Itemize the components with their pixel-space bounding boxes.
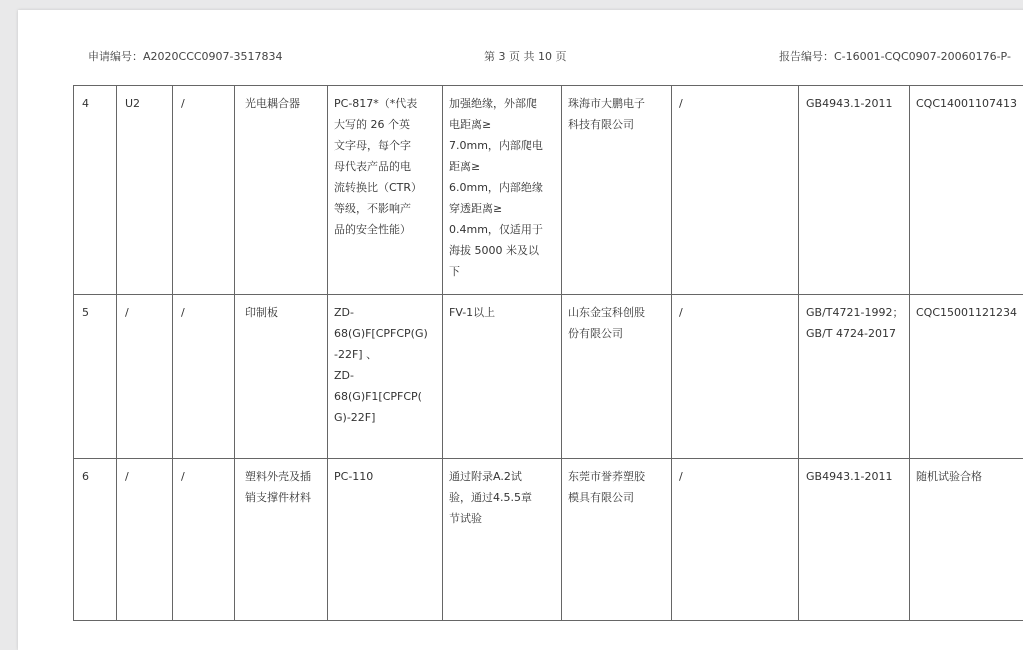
page-indicator: 第 3 页 共 10 页 xyxy=(484,50,567,63)
cell-specification: 通过附录A.2试 验，通过4.5.5章 节试验 xyxy=(449,470,532,525)
cell-model: ZD- 68(G)F[CPFCP(G) -22F] 、 ZD- 68(G)F1[CPFCP( G)-22F] xyxy=(334,306,428,424)
cell-manufacturer: 珠海市大鹏电子 科技有限公司 xyxy=(568,97,645,131)
cell-placeholder: / xyxy=(679,97,683,110)
application-number: 申请编号：A2020CCC0907-3517834 xyxy=(88,50,283,63)
cell-component-name: 塑料外壳及插 销支撑件材料 xyxy=(245,470,311,504)
cell-specification: 加强绝缘，外部爬 电距离≥ 7.0mm，内部爬电 距离≥ 6.0mm，内部绝缘 穿透距离≥ 0.4mm，仅适用于 海拔 5000 米及以 下 xyxy=(449,97,543,278)
cell-reference: / xyxy=(125,470,129,483)
cell-certificate: CQC14001107413 xyxy=(916,97,1018,110)
cell-standard: GB/T4721-1992； GB/T 4724-2017 xyxy=(806,306,904,340)
cell-placeholder: / xyxy=(679,470,683,483)
cell-component-name: 印制板 xyxy=(245,306,278,319)
cell-reference: U2 xyxy=(125,97,141,110)
cell-number: 4 xyxy=(82,97,89,110)
cell-manufacturer: 东莞市誉荞塑胶 模具有限公司 xyxy=(568,470,645,504)
cell-placeholder: / xyxy=(181,470,185,483)
cell-certificate: CQC15001121234 xyxy=(916,306,1018,319)
cell-model: PC-110 xyxy=(334,470,374,483)
cell-component-name: 光电耦合器 xyxy=(245,97,300,110)
cell-reference: / xyxy=(125,306,129,319)
report-number: 报告编号：C-16001-CQC0907-20060176-P- xyxy=(779,50,1011,63)
cell-standard: GB4943.1-2011 xyxy=(806,97,893,110)
cell-specification: FV-1以上 xyxy=(449,306,496,319)
cell-placeholder: / xyxy=(181,97,185,110)
cell-number: 6 xyxy=(82,470,89,483)
cell-model: PC-817*（*代表 大写的 26 个英 文字母，每个字 母代表产品的电 流转换比（CTR） 等级，不影响产 品的安全性能） xyxy=(334,97,423,236)
cell-number: 5 xyxy=(82,306,89,319)
cell-manufacturer: 山东金宝科创股 份有限公司 xyxy=(568,306,645,340)
cell-certificate: 随机试验合格 xyxy=(916,470,982,483)
cell-placeholder: / xyxy=(181,306,185,319)
cell-placeholder: / xyxy=(679,306,683,319)
cell-standard: GB4943.1-2011 xyxy=(806,470,893,483)
